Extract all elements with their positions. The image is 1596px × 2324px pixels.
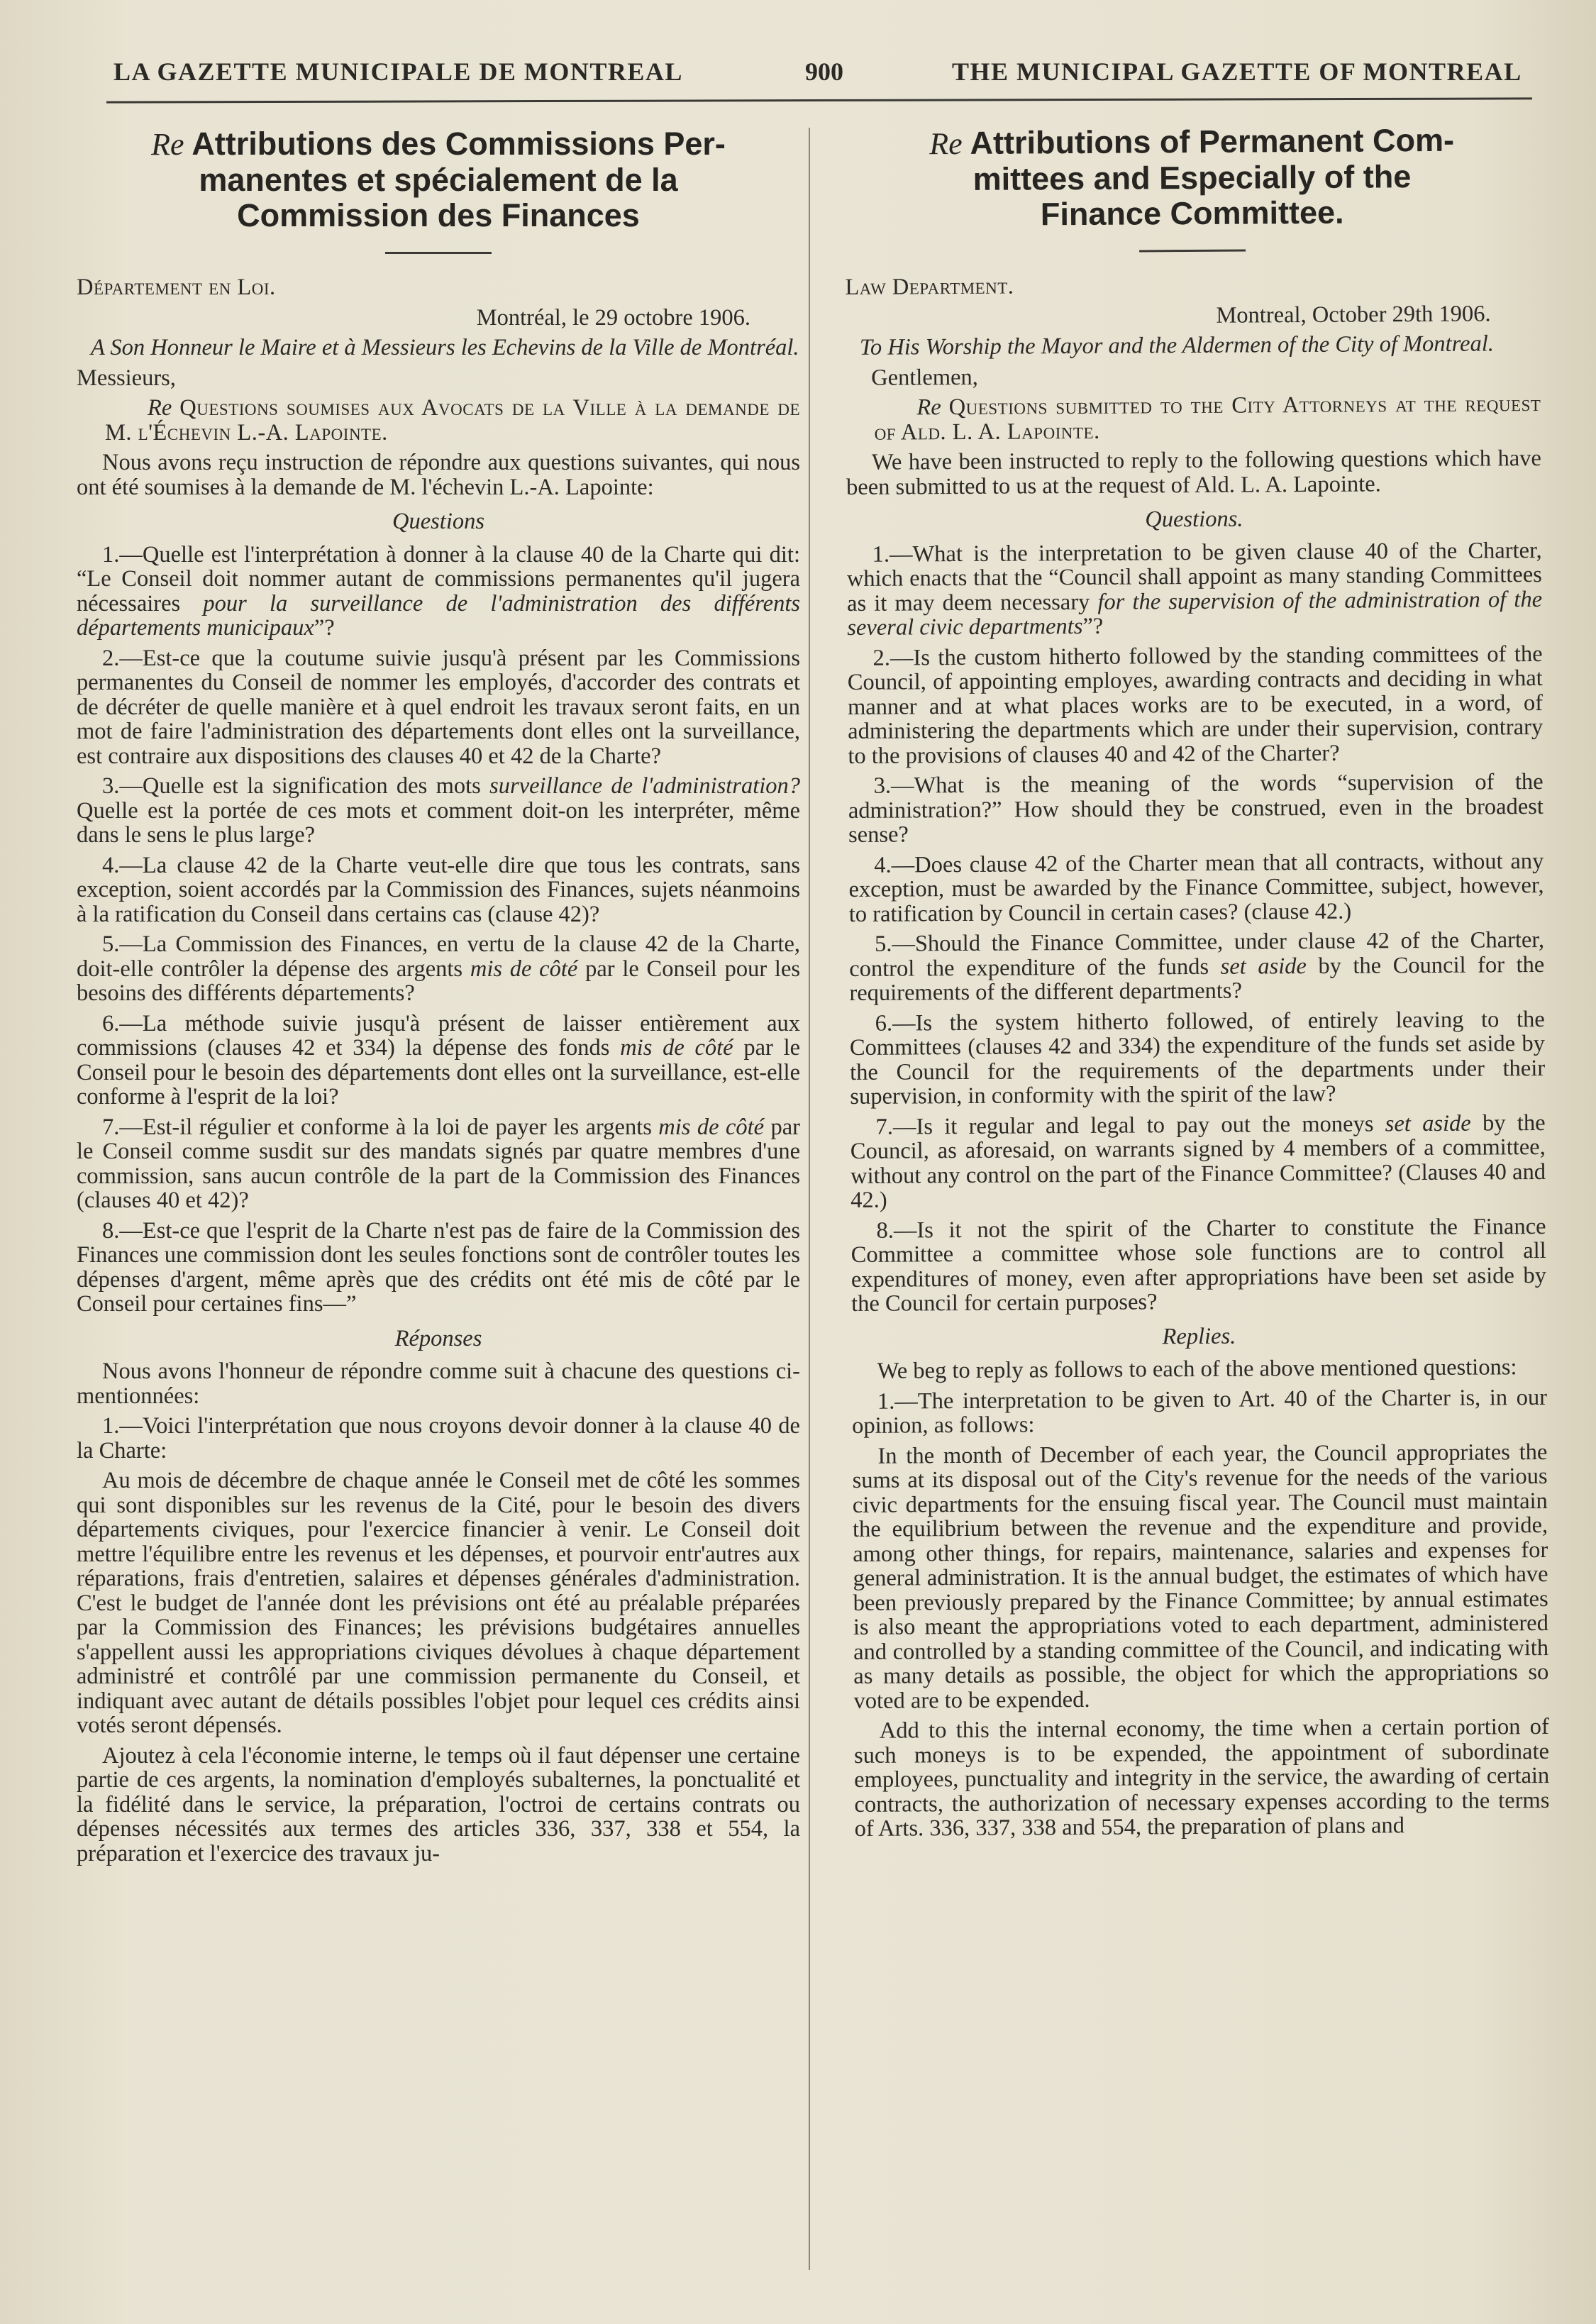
questions-heading: Questions <box>392 509 484 534</box>
question-1 <box>847 538 1543 641</box>
re-subject <box>846 392 1541 445</box>
question-6-italic: mis de côté <box>620 1035 733 1061</box>
question-8: 8.—Is it not the spirit of the Charter to constitute the Finance Committee a committee whose sole functions are to control all expenditures of money, even after appropriations have been set aside by the Council for certain purposes? <box>850 1213 1547 1317</box>
question-6-end: par le Conseil pour le besoin des départements dont elles ont la surveillance, est-elle conforme à l'esprit de la loi? <box>77 1035 801 1110</box>
question-5-italic: set aside <box>1220 953 1307 980</box>
answer-1-body: In the month of December of each year, the Council appropriates the sums at its disposal out of the City's revenue for the needs of the various civic departments for the ensuing fiscal year. The Council must maintain the equilibrium between the revenue and the expenditure and provide, among other things, for repairs, maintenance, salaries and expenses for general administration. It is the annual budget, the estimates of which have been previously prepared by the Finance Committee; by annual estimates is also meant the appropriations voted to each department, administered and controlled by a standing committee of the Council, and indicating with as many details as possible, the object for which the appropriations so voted are to be expended. <box>852 1439 1549 1714</box>
running-header-left: LA GAZETTE MUNICIPALE DE MONTREAL <box>113 57 683 86</box>
addressee: A Son Honneur le Maire et à Messieurs les Echevins de la Ville de Montréal. <box>91 335 799 360</box>
intro-paragraph: We have been instructed to reply to the following questions which have been submitted to us at the request of Ald. L. A. Lapointe. <box>846 446 1541 500</box>
french-title-line3: Commission des Finances <box>237 197 640 233</box>
re-subject-text: Questions soumises aux Avocats de la Ville à la demande de M. l'Échevin L.-A. Lapointe. <box>105 395 800 446</box>
column-divider <box>809 128 810 2270</box>
page-number: 900 <box>805 57 843 86</box>
question-7-text: 7.—Est-il régulier et conforme à la loi de payer les argents <box>102 1114 659 1140</box>
answer-1: 1.—Voici l'interprétation que nous croyons devoir donner à la clause 40 de la Charte: <box>77 1413 800 1463</box>
department-line: Département en Loi. <box>77 275 276 300</box>
question-1-italic: pour la surveillance de l'administration des différents départements municipaux <box>77 590 801 641</box>
answer-1-continued: Ajoutez à cela l'économie interne, le temps où il faut dépenser une certaine partie de ces argents, la nomination d'employés subalternes, la ponctualité et la fidélité dans le service, la préparation, l'octroi de certains contrats ou dépenses nécessités aux termes des articles 336, 337, 338 et 554, la préparation et l'exercice des travaux ju- <box>77 1742 800 1866</box>
answer-1-body: Au mois de décembre de chaque année le Conseil met de côté les sommes qui sont disponibles sur les revenus de la Cité, pour le besoin des divers départements civiques, pour l'exercice financier à venir. Le Conseil doit mettre l'équilibre entre les revenus et les dépenses, et pourvoir entr'autres aux réparations, frais d'entretien, salaires et dépenses générales d'administration. C'est le budget de l'année dont les prévisions ont été au préalable préparées par la Commission des Finances; les prévisions budgétaires annuelles s'appellent aussi les appropriations civiques dévolues à chaque département administré et contrôlé par une commission permanente du Conseil, et indiquant avec autant de détails possibles l'objet pour lequel ces crédits ainsi votés seront dépensés. <box>77 1468 800 1738</box>
answers-heading: Replies. <box>1162 1323 1236 1349</box>
question-7-text: 7.—Is it regular and legal to pay out the moneys <box>875 1110 1385 1140</box>
title-rule <box>1139 250 1246 253</box>
question-2: 2.—Est-ce que la coutume suivie jusqu'à présent par les Commissions permanentes du Conseil de nommer les employés, d'accorder des contrats et de décréter de quelle manière et à quel endroit les travaux seront faits, en un mot de faire l'administration des départements dont elles ont la surveillance, est contraire aux dispositions des clauses 40 et 42 de la Charte? <box>77 645 800 769</box>
question-3-italic: surveillance de l'administration? <box>489 773 801 799</box>
english-title-line2: mittees and Especially of the <box>972 158 1412 197</box>
question-1-text: 1.—What is the interpretation to be given clause 40 of the Charter, which enacts that the “Council shall appoint as many standing Committees as it may deem necessary <box>846 537 1542 616</box>
question-3 <box>77 774 800 848</box>
question-4: 4.—La clause 42 de la Charte veut-elle dire que tous les contrats, sans exception, soient accordés par la Commission des Finances, sujets néanmoins à la ratification du Conseil dans certains cas (clause 42)? <box>77 852 800 927</box>
question-5 <box>849 928 1545 1005</box>
english-column <box>844 122 1550 1847</box>
french-title-line2: manentes et spécialement de la <box>199 162 678 198</box>
english-title-re: Re <box>929 126 963 162</box>
english-title-line1: Attributions of Permanent Com- <box>970 121 1455 161</box>
intro-paragraph: Nous avons reçu instruction de répondre aux questions suivantes, qui nous ont été soumises à la demande de M. l'échevin L.-A. Lapointe: <box>77 450 800 500</box>
question-6-text: 6.—La méthode suivie jusqu'à présent de laisser entièrement aux commissions (clauses 42 et 334) la dépense des fonds <box>77 1010 800 1061</box>
english-title-line3: Finance Committee. <box>1040 194 1344 233</box>
question-2: 2.—Is the custom hitherto followed by the standing committees of the Council, of appointing employes, awarding contracts and deciding in what manner and at what places works are to be executed, in a word, of administering the departments which are under their supervision, contrary to the provisions of clauses 40 and 42 of the Charter? <box>847 641 1544 769</box>
question-6 <box>77 1012 800 1110</box>
question-3-end: Quelle est la portée de ces mots et comment doit-on les interpréter, même dans le sens le plus large? <box>77 797 800 848</box>
question-1-text: 1.—Quelle est l'interprétation à donner à la clause 40 de la Charte qui dit: “Le Conseil doit nommer autant de commissions permanentes qu'il jugera nécessaires <box>77 541 800 616</box>
question-1-end: ”? <box>314 615 335 641</box>
french-title-line1: Attributions des Commissions Per- <box>192 126 726 162</box>
question-7 <box>850 1110 1546 1212</box>
question-7 <box>77 1115 800 1213</box>
question-7-end: by the Council, as aforesaid, on warrants signed by 4 members of a committee, without any control on the part of the Finance Committee? (Clauses 40 and 42.) <box>850 1110 1546 1213</box>
title-rule <box>385 252 492 254</box>
question-5-text: 5.—La Commission des Finances, en vertu de la clause 42 de la Charte, doit-elle contrôler la dépense des argents <box>77 931 800 982</box>
question-4: 4.—Does clause 42 of the Charter mean that all contracts, without any exception, must be awarded by the Finance Committee, subject, however, to ratification by Council in certain cases? (clause 42.) <box>848 848 1544 927</box>
question-1-end: ”? <box>1082 613 1104 639</box>
question-7-italic: mis de côté <box>658 1114 765 1140</box>
date-line: Montreal, October 29th 1906. <box>1216 300 1491 328</box>
question-5-text: 5.—Should the Finance Committee, under clause 42 of the Charter, control the expenditure of the funds <box>849 926 1545 982</box>
question-8: 8.—Est-ce que l'esprit de la Charte n'est pas de faire de la Commission des Finances une commission dont les seules fonctions sont de contrôler toutes les dépenses d'argent, même après que des crédits ont été mis de côté par le Conseil pour certaines fins—” <box>77 1217 800 1317</box>
salutation: Messieurs, <box>77 365 176 391</box>
question-1-italic: for the supervision of the administration of the several civic departments <box>847 586 1543 641</box>
re-prefix: Re <box>916 394 941 421</box>
re-prefix: Re <box>148 395 172 421</box>
question-7-italic: set aside <box>1385 1110 1471 1136</box>
question-5-end: by the Council for the requirements of the different departments? <box>849 951 1545 1006</box>
header-rule <box>106 97 1532 103</box>
running-header-right: THE MUNICIPAL GAZETTE OF MONTREAL <box>952 57 1522 86</box>
answers-intro: We beg to reply as follows to each of the above mentioned questions: <box>877 1354 1517 1384</box>
question-5-end: par le Conseil pour les besoins des différents départements? <box>77 956 801 1006</box>
question-3-text: 3.—Quelle est la signification des mots <box>102 773 490 799</box>
question-5 <box>77 932 800 1006</box>
salutation: Gentlemen, <box>871 364 978 391</box>
re-subject-text: Questions submitted to the City Attorneys at the request of Ald. L. A. Lapointe. <box>874 391 1541 446</box>
answers-heading: Réponses <box>394 1325 482 1351</box>
english-title <box>844 122 1540 233</box>
questions-heading: Questions. <box>1145 506 1243 533</box>
answer-1: 1.—The interpretation to be given to Art. 40 of the Charter is, in our opinion, as follows: <box>852 1384 1548 1439</box>
re-subject <box>77 396 800 445</box>
answers-intro: Nous avons l'honneur de répondre comme suit à chacune des questions ci-mentionnées: <box>77 1359 800 1409</box>
french-title <box>77 126 800 233</box>
question-6: 6.—Is the system hitherto followed, of entirely leaving to the Committees (clauses 42 and 334) the expenditure of the funds set aside by the Council for the requirements of the departments under their supervision, in conformity with the spirit of the law? <box>849 1006 1546 1110</box>
question-1 <box>77 543 800 641</box>
answer-1-continued: Add to this the internal economy, the time when a certain portion of such moneys is to be expended, the appointment of subordinate employees, punctuality and integrity in the service, the awarding of certain contracts, the authorization of necessary expenses according to the terms of Arts. 336, 337, 338 and 554, the preparation of plans and <box>853 1713 1550 1842</box>
question-5-italic: mis de côté <box>470 956 578 982</box>
french-title-re: Re <box>151 127 184 162</box>
question-7-end: par le Conseil comme susdit sur des mandats signés par quatre membres d'une commission, sans aucun contrôle de la part de la Commission des Finances (clauses 40 et 42)? <box>77 1114 801 1213</box>
addressee: To His Worship the Mayor and the Aldermen of the City of Montreal. <box>859 331 1495 360</box>
french-column <box>77 126 800 1871</box>
date-line: Montréal, le 29 octobre 1906. <box>476 304 750 331</box>
department-line: Law Department. <box>845 273 1014 300</box>
question-3: 3.—What is the meaning of the words “supervision of the administration?” How should they be construed, even in the broadest sense? <box>848 768 1544 848</box>
